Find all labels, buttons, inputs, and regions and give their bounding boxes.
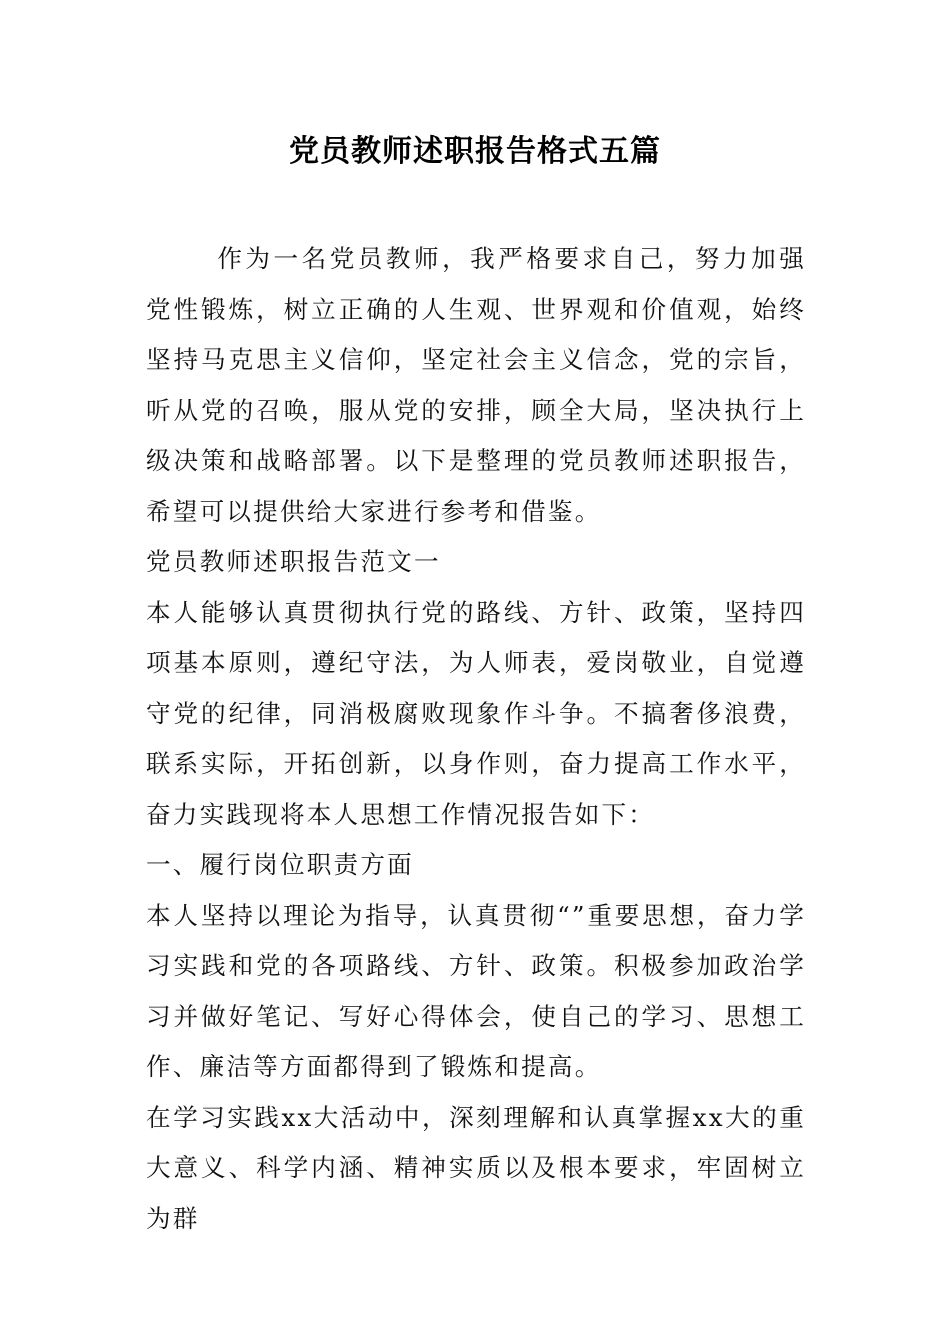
document-body: [146, 234, 806, 1244]
section-heading-sample-one: 党员教师述职报告范文一: [146, 547, 441, 576]
section-heading-duties: 一、履行岗位职责方面: [146, 850, 414, 879]
body-paragraph: 本人坚持以理论为指导，认真贯彻“”重要思想，奋力学习实践和党的各项路线、方针、政策。积极参加政治学习并做好笔记、写好心得体会，使自己的学习、思想工作、廉洁等方面都得到了锻炼和提高。: [146, 900, 806, 1081]
document-title: 党员教师述职报告格式五篇: [289, 134, 661, 169]
intro-paragraph: 作为一名党员教师，我严格要求自己，努力加强党性锻炼，树立正确的人生观、世界观和价值观，始终坚持马克思主义信仰，坚定社会主义信念，党的宗旨，听从党的召唤，服从党的安排，顾全大局，坚决执行上级决策和战略部署。以下是整理的党员教师述职报告，希望可以提供给大家进行参考和借鉴。: [146, 244, 806, 526]
body-paragraph: 本人能够认真贯彻执行党的路线、方针、政策，坚持四项基本原则，遵纪守法，为人师表，爱岗敬业，自觉遵守党的纪律，同消极腐败现象作斗争。不搞奢侈浪费，联系实际，开拓创新，以身作则，奋力提高工作水平，奋力实践现将本人思想工作情况报告如下：: [146, 597, 806, 829]
body-paragraph: 在学习实践xx大活动中，深刻理解和认真掌握xx大的重大意义、科学内涵、精神实质以及根本要求，牢固树立为群: [146, 1102, 806, 1233]
